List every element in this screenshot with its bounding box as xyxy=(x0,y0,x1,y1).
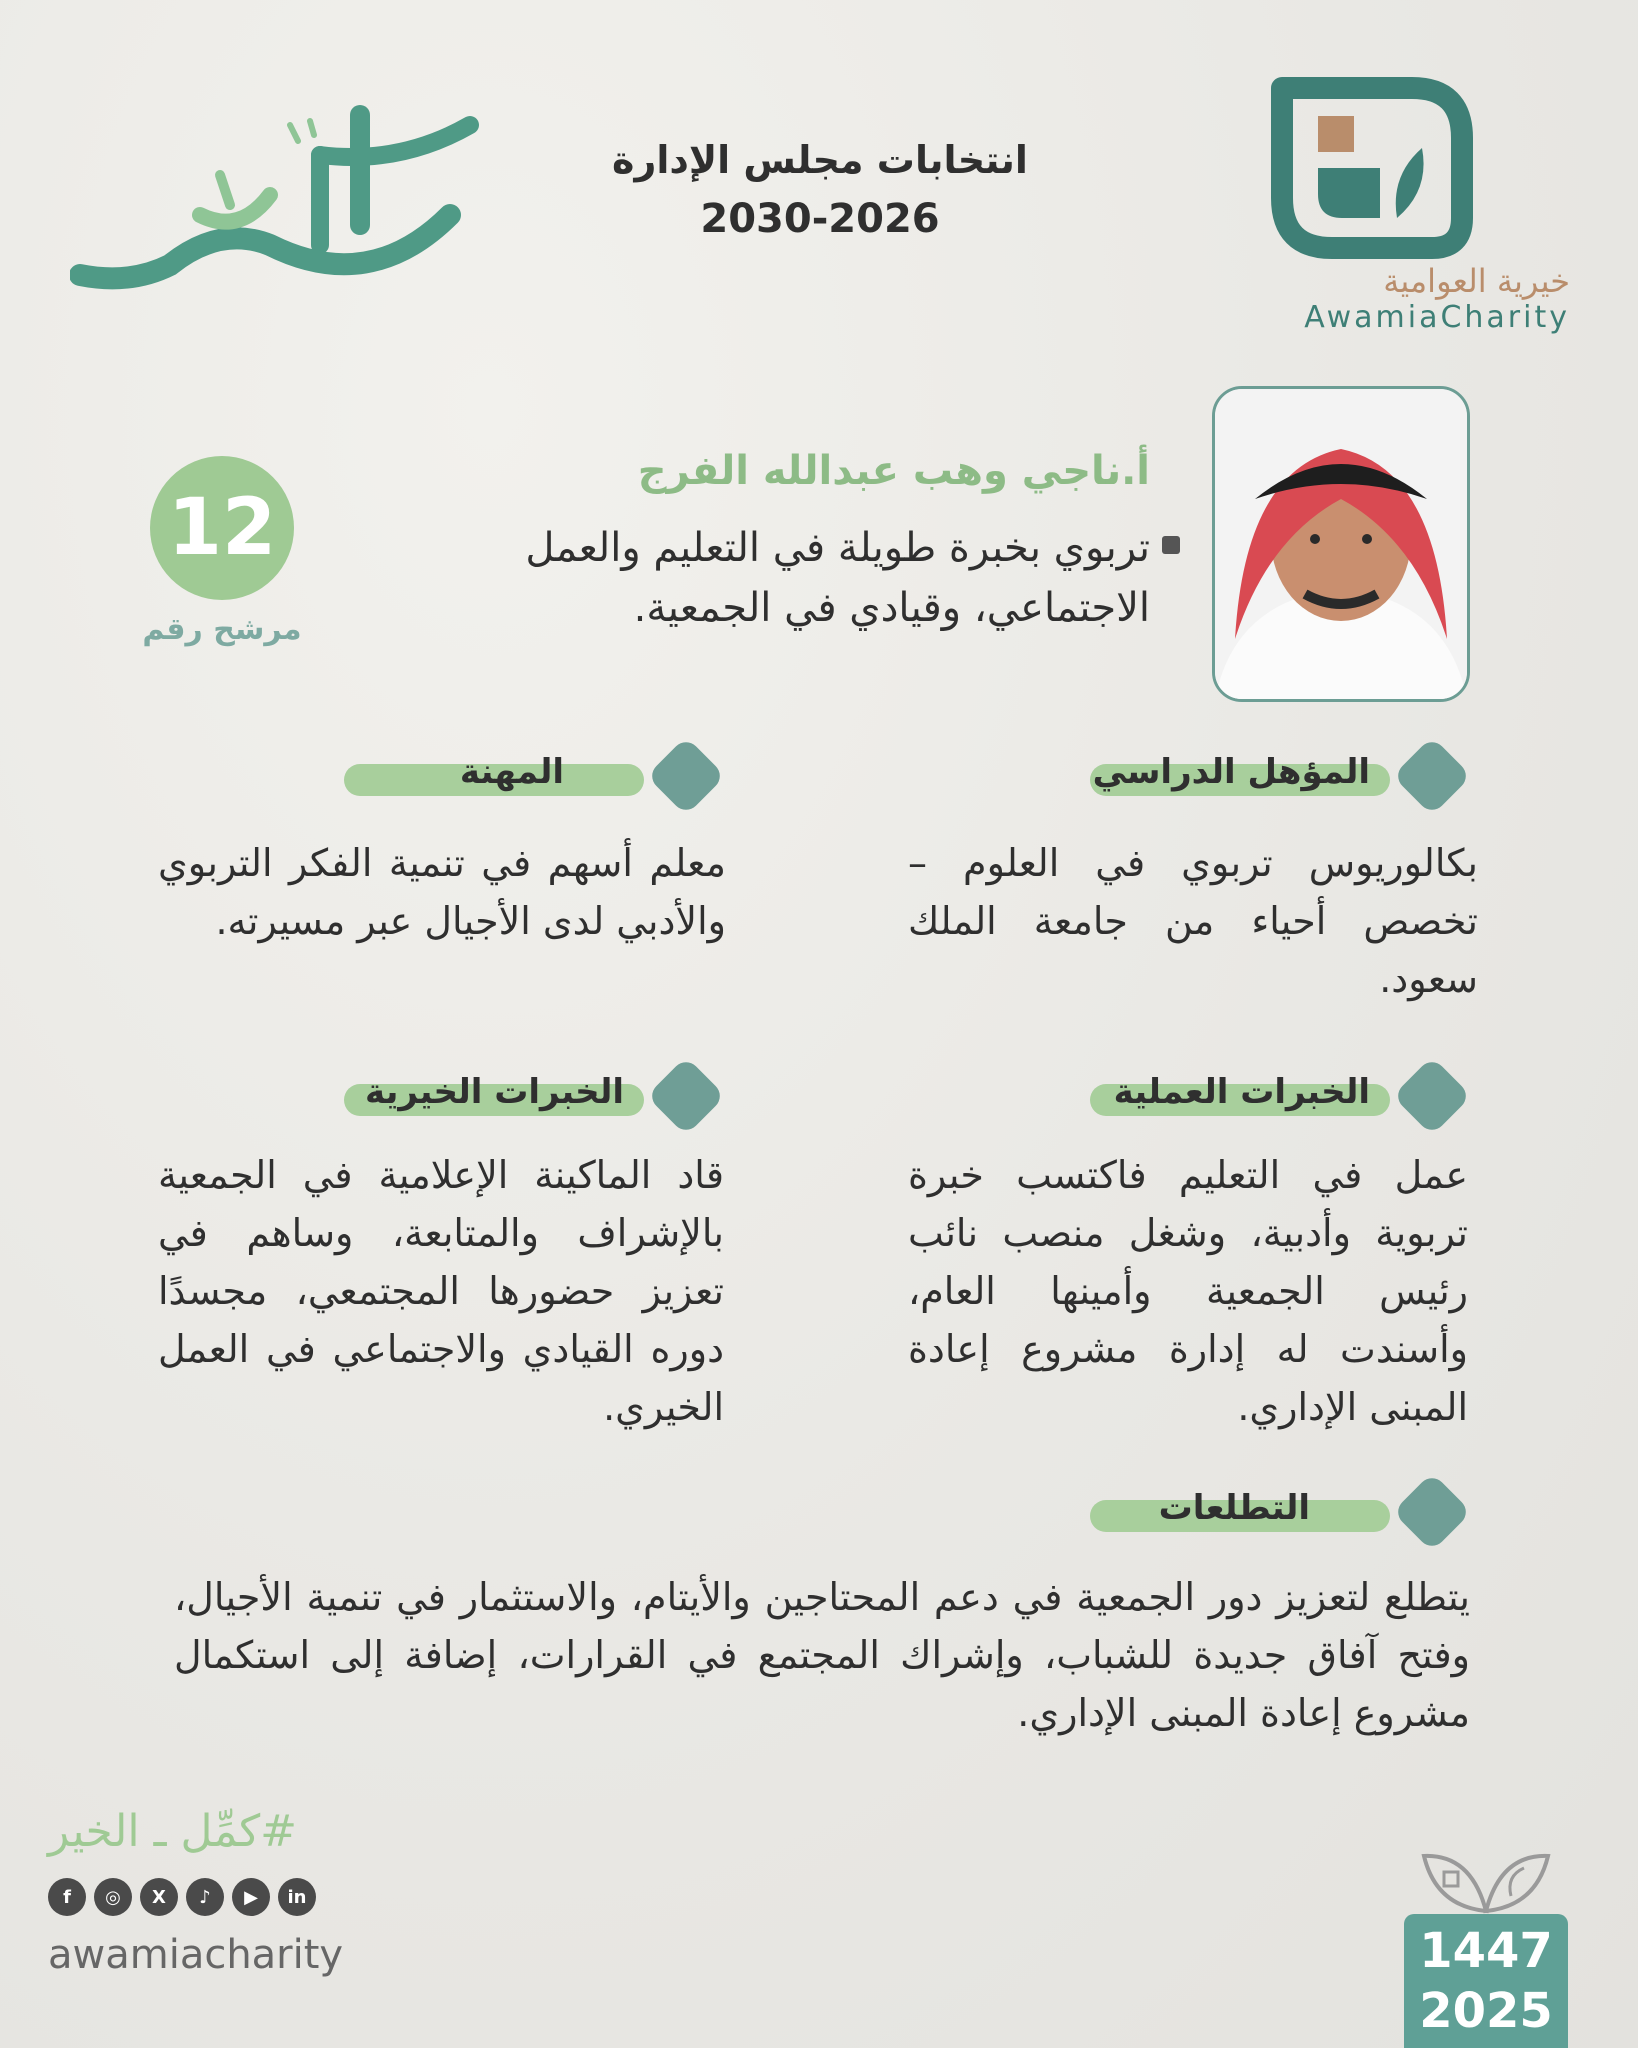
brand-name-en: AwamiaCharity xyxy=(1304,300,1570,335)
diamond-icon xyxy=(646,1056,725,1135)
candidate-number: 12 xyxy=(150,456,294,600)
section-text-profession: معلم أسهم في تنمية الفكر التربوي والأدبي لدى الأجيال عبر مسيرته. xyxy=(158,841,726,943)
section-header-profession xyxy=(330,752,714,800)
section-title: المهنة xyxy=(459,752,564,792)
social-icons xyxy=(48,1878,368,1922)
section-text-charity: قاد الماكينة الإعلامية في الجمعية بالإشراف والمتابعة، وساهم في تعزيز حضورها المجتمعي، مجسدًا دوره القيادي والاجتماعي في العمل الخيري. xyxy=(158,1153,724,1429)
candidate-summary: تربوي بخبرة طويلة في التعليم والعمل الاجتماعي، وقيادي في الجمعية. xyxy=(525,525,1150,631)
leaf-ornament-icon xyxy=(1416,1846,1556,1916)
section-title: الخبرات الخيرية xyxy=(365,1072,624,1112)
footer-handle: awamiacharity xyxy=(48,1932,344,1978)
hijri-year: 1447 xyxy=(1419,1923,1553,1979)
diamond-icon xyxy=(1392,736,1471,815)
diamond-icon xyxy=(646,736,725,815)
bullet-icon xyxy=(1162,536,1180,554)
section-title: التطلعات xyxy=(1158,1488,1310,1528)
section-header-education xyxy=(1080,752,1460,800)
facebook-icon[interactable]: f xyxy=(48,1878,86,1916)
gregorian-year: 2025 xyxy=(1419,1983,1553,2039)
section-text-aspirations: يتطلع لتعزيز دور الجمعية في دعم المحتاجين والأيتام، والاستثمار في تنمية الأجيال، وفتح آفاق جديدة للشباب، وإشراك المجتمع في القرارات، إضافة إلى استكمال مشروع إعادة المبنى الإداري. xyxy=(174,1575,1470,1735)
page-years: 2030-2026 xyxy=(700,196,940,242)
diamond-icon xyxy=(1392,1472,1471,1551)
x-icon[interactable]: X xyxy=(140,1878,178,1916)
brand-name-ar: خيرية العوامية xyxy=(1383,262,1570,300)
youtube-icon[interactable]: ▶ xyxy=(232,1878,270,1916)
instagram-icon[interactable]: ◎ xyxy=(94,1878,132,1916)
slogan-calligraphy-icon xyxy=(70,95,490,295)
candidate-number-label: مرشح رقم xyxy=(142,612,302,647)
section-header-practical xyxy=(1080,1072,1460,1120)
diamond-icon xyxy=(1392,1056,1471,1135)
awamia-logo-icon xyxy=(1262,68,1482,268)
footer-hashtag: #كمِّل ـ الخير xyxy=(48,1806,298,1857)
section-title: المؤهل الدراسي xyxy=(1092,752,1370,792)
candidate-photo xyxy=(1212,386,1470,702)
page-title: انتخابات مجلس الإدارة xyxy=(612,138,1028,182)
section-header-aspirations xyxy=(1080,1488,1460,1536)
section-text-education: بكالوريوس تربوي في العلوم – تخصص أحياء من جامعة الملك سعود. xyxy=(908,841,1478,1001)
section-text-practical: عمل في التعليم فاكتسب خبرة تربوية وأدبية، وشغل منصب نائب رئيس الجمعية وأمينها العام، وأسندت له إدارة مشروع إعادة المبنى الإداري. xyxy=(908,1153,1468,1429)
linkedin-icon[interactable]: in xyxy=(278,1878,316,1916)
candidate-name: أ.ناجي وهب عبدالله الفرج xyxy=(637,448,1150,494)
section-title: الخبرات العملية xyxy=(1113,1072,1370,1112)
tiktok-icon[interactable]: ♪ xyxy=(186,1878,224,1916)
section-header-charity xyxy=(330,1072,714,1120)
year-badge xyxy=(1404,1914,1568,2048)
